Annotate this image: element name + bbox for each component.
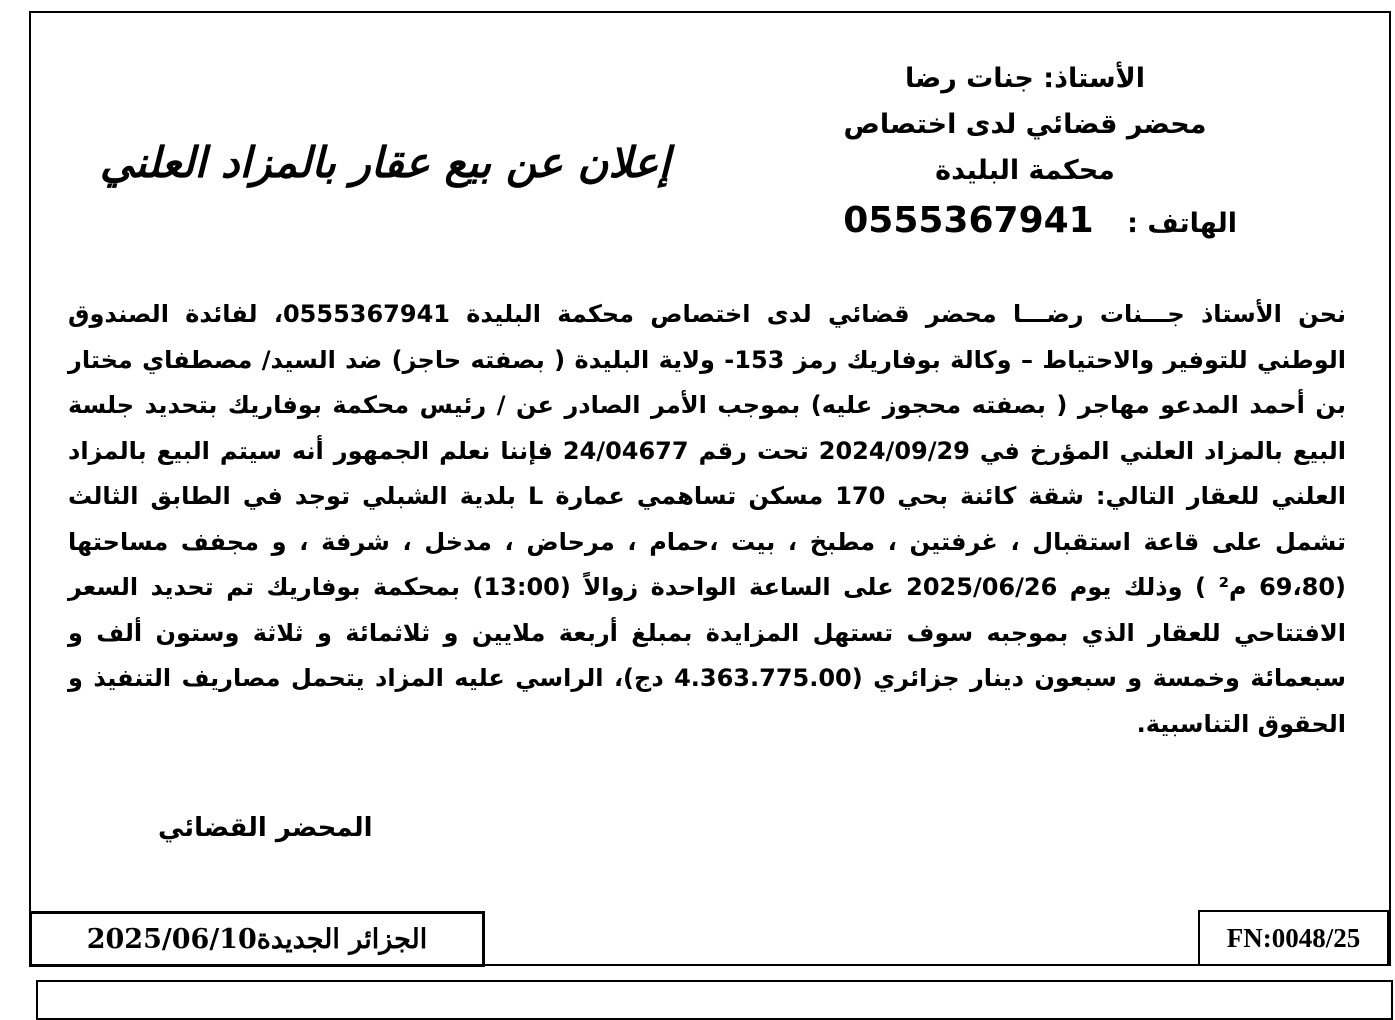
- signature: المحضر القضائي: [158, 813, 373, 843]
- phone-label: الهاتف :: [1127, 208, 1237, 239]
- court-name: محكمة البليدة: [935, 155, 1115, 186]
- bailiff-name: الأستاذ: جنات رضا: [904, 63, 1146, 94]
- reference-number: FN:0048/25: [1226, 922, 1361, 953]
- announcement-body: نحن الأستاذ جـــنات رضـــا محضر قضائي لدى اختصاص محكمة البليدة 0555367941، لفائدة الصندوق الوطني للتوفير والاحتياط – وكالة بوفاريك رمز 153- ولاية البليدة ( بصفته حاجز) ضد السيد/ مصطفاي مختار بن أحمد المدعو مهاجر ( بصفته محجوز عليه) بموجب الأمر الصادر عن / رئيس محكمة بوفاريك بتحديد جلسة البيع بالمزاد العلني المؤرخ في 2024/09/29 تحت رقم 24/04677 فإننا نعلم الجمهور أنه سيتم البيع بالمزاد العلني للعقار التالي: شقة كائنة بحي 170 مسكن تساهمي عمارة L بلدية الشبلي توجد في الطابق الثالث تشمل على قاعة استقبال ، غرفتين ، مطبخ ، بيت ،حمام ، مرحاض ، مدخل ، شرفة ، و مجفف مساحتها (69،80 م² ) وذلك يوم 2025/06/26 على الساعة الواحدة زوالاً (13:00) بمحكمة بوفاريك تم تحديد السعر الافتتاحي للعقار الذي بموجبه سوف تستهل المزايدة بمبلغ أربعة ملايين و ثلاثمائة و ثلاثة وستون ألف و سبعمائة وخمسة و سبعون دينار جزائري (4.363.775.00 دج)، الراسي عليه المزاد يتحمل مصاريف التنفيذ و الحقوق التناسبية.: [68, 300, 1347, 738]
- phone-number: 0555367941: [843, 200, 1094, 241]
- newspaper-date: الجزائر الجديدة2025/06/10: [86, 923, 428, 955]
- bailiff-title: محضر قضائي لدى اختصاص: [843, 109, 1207, 140]
- bailiff-header: [805, 56, 1245, 194]
- next-notice-frame: [36, 980, 1393, 1020]
- newspaper-date-box: [29, 911, 485, 967]
- reference-box: [1198, 910, 1389, 966]
- phone-row: [843, 200, 1237, 241]
- announcement-title: إعلان عن بيع عقار بالمزاد العلني: [99, 138, 671, 187]
